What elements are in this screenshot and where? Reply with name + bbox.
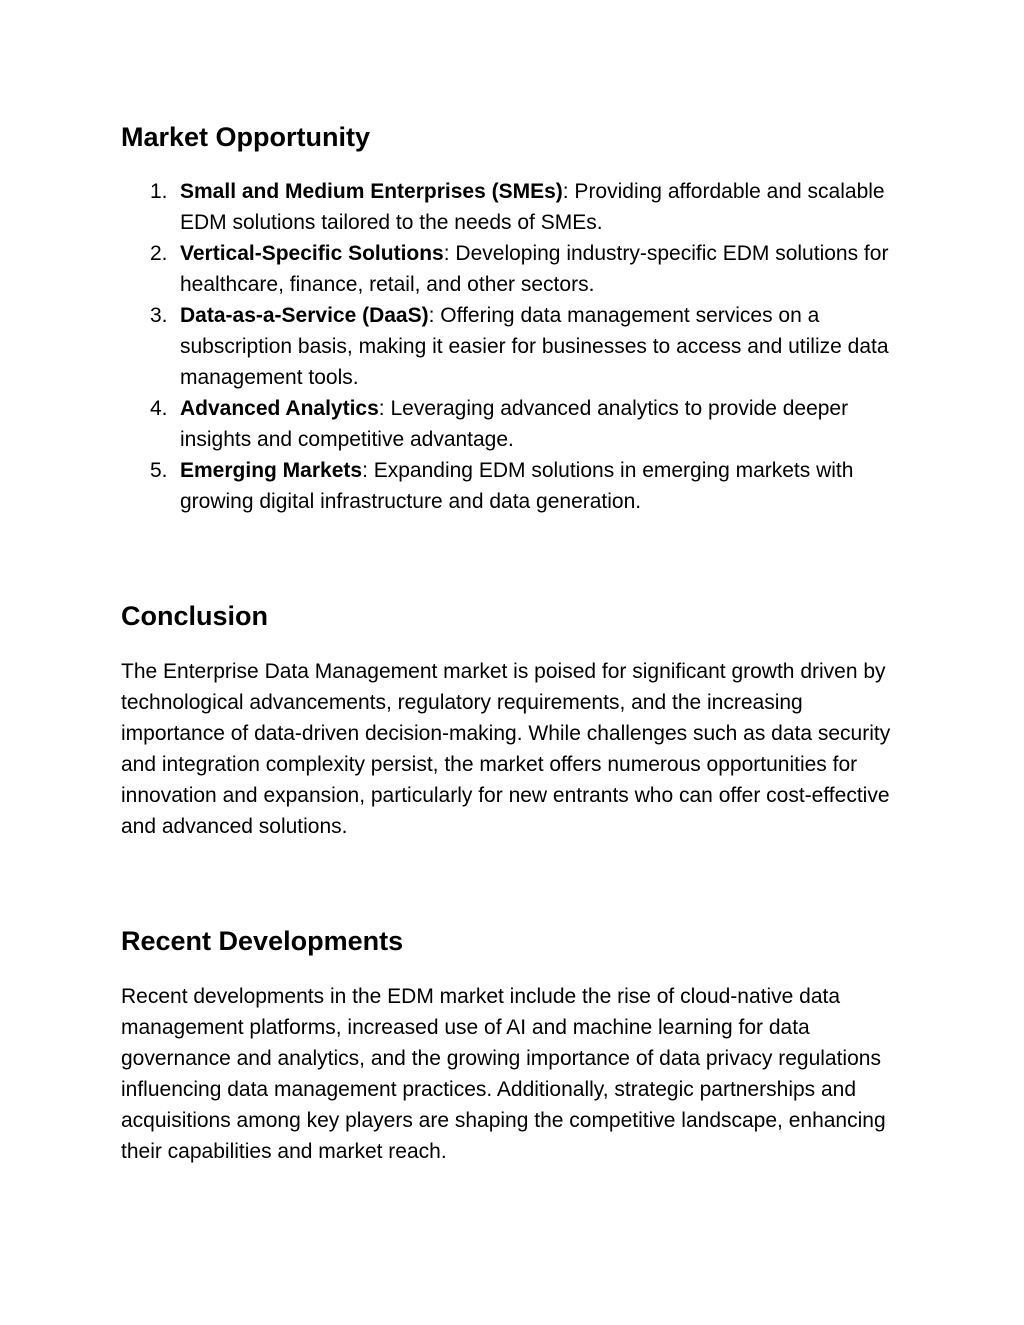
list-item-number: 5. [150,459,168,482]
list-item-number: 4. [150,397,168,420]
list-item [121,176,911,238]
list-item [121,455,911,517]
conclusion-paragraph: The Enterprise Data Management market is poised for significant growth driven by technological advancements, regulatory requirements, and the increasing importance of data-driven decision-making. While challenges such as data security and integration complexity persist, the market offers numerous opportunities for innovation and expansion, particularly for new entrants who can offer cost-effective and advanced solutions. [121,660,891,838]
list-item-number: 3. [150,304,168,327]
list-item-text: : Offering data management services on a subscription basis, making it easier for businesses to access and utilize data management tools. [180,304,889,389]
list-item-text: : Expanding EDM solutions in emerging markets with growing digital infrastructure and data generation. [180,459,854,513]
list-item [121,300,911,393]
recent-developments-heading: Recent Developments [121,926,404,956]
list-item-text: : Providing affordable and scalable EDM solutions tailored to the needs of SMEs. [180,180,885,234]
list-item-number: 1. [150,180,168,203]
list-item-text: : Leveraging advanced analytics to provide deeper insights and competitive advantage. [180,397,849,451]
list-item-text: : Developing industry-specific EDM solutions for healthcare, finance, retail, and other sectors. [180,242,889,296]
market-opportunity-list [121,176,911,517]
list-item [121,393,911,455]
list-item-term: Vertical-Specific Solutions [180,242,444,265]
list-item-number: 2. [150,242,168,265]
conclusion-heading: Conclusion [121,601,268,631]
list-item-term: Data-as-a-Service (DaaS) [180,304,429,327]
recent-developments-paragraph: Recent developments in the EDM market include the rise of cloud-native data management platforms, increased use of AI and machine learning for data governance and analytics, and the growing importance of data privacy regulations influencing data management practices. Additionally, strategic partnerships and acquisitions among key players are shaping the competitive landscape, enhancing their capabilities and market reach. [121,985,886,1163]
list-item-term: Small and Medium Enterprises (SMEs) [180,180,563,203]
list-item-term: Emerging Markets [180,459,363,482]
list-item [121,238,911,300]
market-opportunity-heading: Market Opportunity [121,122,371,152]
list-item-term: Advanced Analytics [180,397,379,420]
